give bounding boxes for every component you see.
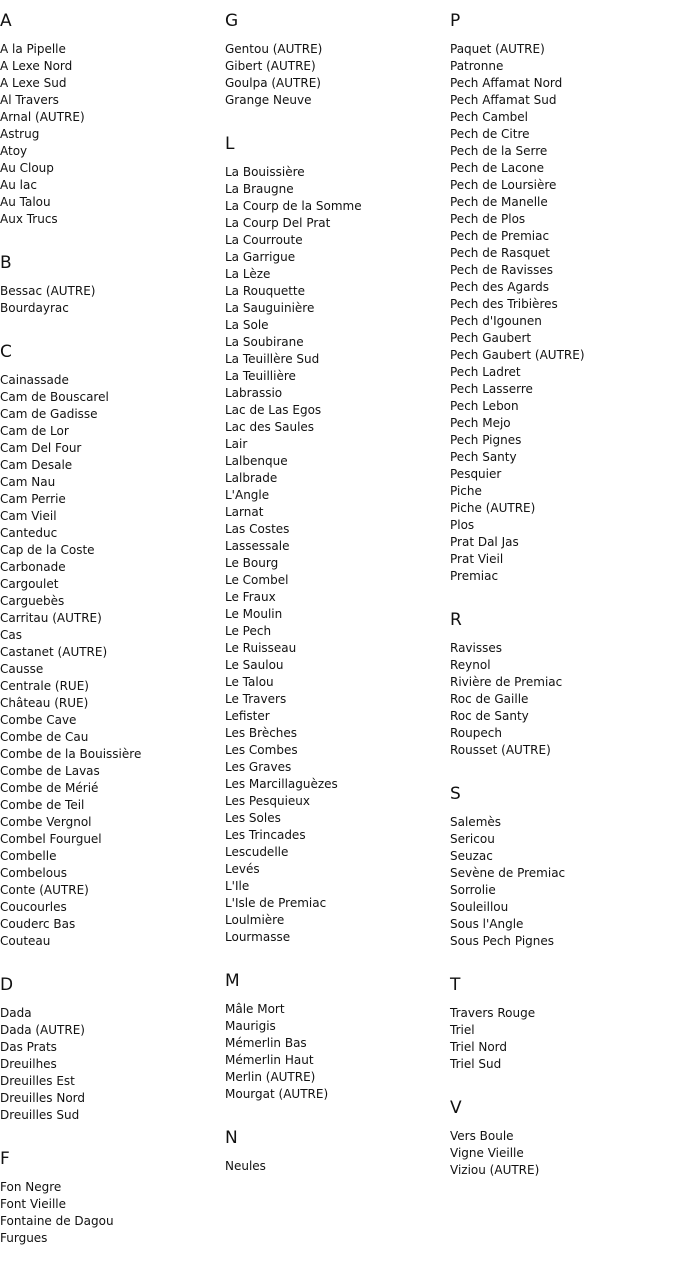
- place-name-item: Das Prats: [0, 1040, 57, 1054]
- place-name-item: Piche (AUTRE): [450, 501, 536, 515]
- place-name-item: Font Vieille: [0, 1197, 66, 1211]
- place-name-item: Pech de Manelle: [450, 195, 548, 209]
- place-name-item: Cam de Gadisse: [0, 407, 98, 421]
- place-name-item: Plos: [450, 518, 475, 532]
- place-name-item: Patronne: [450, 59, 504, 73]
- place-name-item: Le Saulou: [225, 658, 284, 672]
- place-name-item: Triel: [450, 1023, 475, 1037]
- place-name-item: Cainassade: [0, 373, 69, 387]
- place-name-item: Lassessale: [225, 539, 290, 553]
- place-name-item: Mourgat (AUTRE): [225, 1087, 329, 1101]
- section-letter-heading: C: [0, 342, 12, 362]
- place-name-item: Sevène de Premiac: [450, 866, 566, 880]
- place-name-item: Lair: [225, 437, 248, 451]
- section-letter-heading: P: [450, 11, 461, 31]
- place-name-item: Pech Gaubert: [450, 331, 532, 345]
- place-name-item: L'Angle: [225, 488, 270, 502]
- section-letter-heading: S: [450, 784, 461, 804]
- place-name-item: Labrassio: [225, 386, 283, 400]
- place-name-item: Larnat: [225, 505, 264, 519]
- place-name-item: Dreuilles Sud: [0, 1108, 80, 1122]
- place-name-item: Le Pech: [225, 624, 272, 638]
- place-name-item: Mâle Mort: [225, 1002, 285, 1016]
- letter-section: [0, 974, 220, 1124]
- place-name-item: Pech Lebon: [450, 399, 519, 413]
- place-name-item: Combe de la Bouissière: [0, 747, 142, 761]
- place-name-item: Pech de Citre: [450, 127, 530, 141]
- place-name-item: Ravisses: [450, 641, 503, 655]
- letter-section: [225, 133, 445, 946]
- section-letter-heading: M: [225, 971, 240, 991]
- place-name-item: Prat Dal Jas: [450, 535, 519, 549]
- place-name-item: La Courroute: [225, 233, 303, 247]
- place-name-item: Bourdayrac: [0, 301, 69, 315]
- place-name-item: Pech de Plos: [450, 212, 526, 226]
- place-name-item: Las Costes: [225, 522, 290, 536]
- place-name-item: La Teuillère Sud: [225, 352, 320, 366]
- place-name-item: Dreuilles Est: [0, 1074, 75, 1088]
- section-letter-heading: T: [450, 975, 461, 995]
- place-name-item: Château (RUE): [0, 696, 89, 710]
- place-name-item: Premiac: [450, 569, 499, 583]
- place-name-item: Cam Del Four: [0, 441, 82, 455]
- place-name-item: La Bouissière: [225, 165, 305, 179]
- place-name-item: Sous l'Angle: [450, 917, 524, 931]
- place-name-item: Cam Desale: [0, 458, 73, 472]
- place-name-list: [450, 640, 670, 759]
- letter-section: [0, 1148, 220, 1247]
- place-name-item: Sous Pech Pignes: [450, 934, 555, 948]
- place-name-item: Loulmière: [225, 913, 285, 927]
- place-name-item: Rousset (AUTRE): [450, 743, 551, 757]
- place-name-item: Levés: [225, 862, 260, 876]
- place-name-item: Reynol: [450, 658, 491, 672]
- place-name-item: Les Graves: [225, 760, 292, 774]
- place-name-item: Souleillou: [450, 900, 509, 914]
- place-name-item: Pesquier: [450, 467, 502, 481]
- place-name-item: Le Ruisseau: [225, 641, 297, 655]
- place-name-item: Grange Neuve: [225, 93, 312, 107]
- place-name-item: Pech Cambel: [450, 110, 528, 124]
- letter-section: [0, 10, 220, 228]
- place-name-item: A Lexe Sud: [0, 76, 67, 90]
- place-name-item: Sericou: [450, 832, 495, 846]
- letter-section: [225, 10, 445, 109]
- place-name-item: Pech des Tribières: [450, 297, 558, 311]
- place-name-item: Lalbrade: [225, 471, 278, 485]
- place-name-item: Pech Pignes: [450, 433, 522, 447]
- place-name-item: Goulpa (AUTRE): [225, 76, 321, 90]
- place-name-item: Bessac (AUTRE): [0, 284, 96, 298]
- place-name-item: Au lac: [0, 178, 37, 192]
- place-name-item: Combe de Teil: [0, 798, 85, 812]
- place-name-item: Pech de Lacone: [450, 161, 544, 175]
- place-name-item: Atoy: [0, 144, 28, 158]
- place-name-item: Gentou (AUTRE): [225, 42, 323, 56]
- place-name-item: Pech Affamat Sud: [450, 93, 557, 107]
- place-name-item: Pech de Loursière: [450, 178, 557, 192]
- place-name-item: Combe de Lavas: [0, 764, 100, 778]
- place-name-item: Sorrolie: [450, 883, 496, 897]
- place-name-item: Carritau (AUTRE): [0, 611, 102, 625]
- place-name-item: Le Travers: [225, 692, 287, 706]
- index-column-1: [0, 10, 220, 1271]
- place-name-item: Furgues: [0, 1231, 48, 1245]
- place-name-item: Combe de Mérié: [0, 781, 99, 795]
- index-column-2: [225, 10, 445, 1199]
- section-letter-heading: D: [0, 975, 14, 995]
- place-name-item: Causse: [0, 662, 44, 676]
- place-name-item: Travers Rouge: [450, 1006, 536, 1020]
- letter-section: [450, 10, 670, 585]
- place-name-item: La Courp Del Prat: [225, 216, 331, 230]
- place-name-item: Fontaine de Dagou: [0, 1214, 114, 1228]
- place-name-item: Salemès: [450, 815, 502, 829]
- letter-section: [450, 609, 670, 759]
- place-name-item: L'Ile: [225, 879, 250, 893]
- place-name-item: Combelle: [0, 849, 57, 863]
- place-name-item: Couderc Bas: [0, 917, 76, 931]
- letter-section: [225, 970, 445, 1103]
- section-letter-heading: N: [225, 1128, 238, 1148]
- place-name-item: Combe Vergnol: [0, 815, 92, 829]
- place-name-item: Dreuilles Nord: [0, 1091, 86, 1105]
- place-name-list: [225, 1158, 445, 1175]
- place-name-item: Rivière de Premiac: [450, 675, 563, 689]
- place-name-item: Dreuilhes: [0, 1057, 57, 1071]
- place-name-item: Cam de Bouscarel: [0, 390, 109, 404]
- letter-section: [225, 1127, 445, 1175]
- place-name-item: Pech Lasserre: [450, 382, 533, 396]
- place-name-item: Lefister: [225, 709, 270, 723]
- place-name-item: Al Travers: [0, 93, 59, 107]
- place-name-list: [450, 1128, 670, 1179]
- place-name-item: Pech Santy: [450, 450, 517, 464]
- place-name-list: [0, 41, 220, 228]
- place-name-item: Cap de la Coste: [0, 543, 95, 557]
- place-name-item: Lac de Las Egos: [225, 403, 322, 417]
- letter-section: [0, 341, 220, 950]
- section-letter-heading: V: [450, 1098, 462, 1118]
- place-name-item: Coucourles: [0, 900, 67, 914]
- place-name-item: Couteau: [0, 934, 51, 948]
- place-name-item: Combe de Cau: [0, 730, 89, 744]
- place-name-item: La Courp de la Somme: [225, 199, 362, 213]
- place-name-item: L'Isle de Premiac: [225, 896, 327, 910]
- place-name-item: Les Pesquieux: [225, 794, 311, 808]
- place-name-list: [450, 814, 670, 950]
- place-name-list: [0, 372, 220, 950]
- place-name-item: Triel Sud: [450, 1057, 502, 1071]
- place-name-item: Triel Nord: [450, 1040, 508, 1054]
- place-name-item: Combel Fourguel: [0, 832, 102, 846]
- place-name-item: Prat Vieil: [450, 552, 504, 566]
- place-name-list: [0, 1179, 220, 1247]
- place-name-item: Carguebès: [0, 594, 65, 608]
- place-name-item: Combe Cave: [0, 713, 77, 727]
- place-name-item: Roupech: [450, 726, 502, 740]
- place-name-item: Pech Ladret: [450, 365, 521, 379]
- place-name-list: [0, 1005, 220, 1124]
- place-name-item: Cas: [0, 628, 22, 642]
- section-letter-heading: F: [0, 1149, 10, 1169]
- place-name-item: Paquet (AUTRE): [450, 42, 545, 56]
- place-name-item: Le Combel: [225, 573, 289, 587]
- place-name-item: Pech de Rasquet: [450, 246, 551, 260]
- place-name-item: Pech des Agards: [450, 280, 550, 294]
- place-name-item: Cam de Lor: [0, 424, 69, 438]
- place-name-item: La Sauguinière: [225, 301, 315, 315]
- place-name-item: Les Soles: [225, 811, 281, 825]
- section-letter-heading: R: [450, 610, 462, 630]
- place-name-item: Lalbenque: [225, 454, 288, 468]
- place-name-item: Roc de Gaille: [450, 692, 529, 706]
- place-name-list: [225, 41, 445, 109]
- place-name-item: Dada: [0, 1006, 32, 1020]
- place-name-item: Conte (AUTRE): [0, 883, 89, 897]
- place-name-item: Vers Boule: [450, 1129, 514, 1143]
- place-name-item: Cam Vieil: [0, 509, 57, 523]
- place-name-list: [225, 164, 445, 946]
- place-name-item: Les Marcillaguèzes: [225, 777, 338, 791]
- place-name-list: [450, 1005, 670, 1073]
- place-name-item: La Teuillière: [225, 369, 296, 383]
- place-name-item: Pech Mejo: [450, 416, 511, 430]
- place-name-item: La Rouquette: [225, 284, 305, 298]
- place-name-item: Carbonade: [0, 560, 66, 574]
- place-name-item: La Lèze: [225, 267, 271, 281]
- section-letter-heading: A: [0, 11, 12, 31]
- place-name-item: Viziou (AUTRE): [450, 1163, 540, 1177]
- index-column-3: [450, 10, 670, 1203]
- place-name-list: [0, 283, 220, 317]
- place-name-item: Fon Negre: [0, 1180, 62, 1194]
- section-letter-heading: L: [225, 134, 235, 154]
- place-name-item: Au Cloup: [0, 161, 54, 175]
- place-name-item: Canteduc: [0, 526, 58, 540]
- place-name-item: Pech d'Igounen: [450, 314, 542, 328]
- place-name-item: La Garrigue: [225, 250, 296, 264]
- place-name-item: Mémerlin Haut: [225, 1053, 314, 1067]
- place-name-item: La Sole: [225, 318, 269, 332]
- place-name-item: Maurigis: [225, 1019, 276, 1033]
- letter-section: [450, 783, 670, 950]
- place-name-list: [450, 41, 670, 585]
- place-name-item: La Soubirane: [225, 335, 304, 349]
- place-name-item: Gibert (AUTRE): [225, 59, 316, 73]
- section-letter-heading: G: [225, 11, 239, 31]
- place-name-item: Piche: [450, 484, 482, 498]
- place-name-item: Arnal (AUTRE): [0, 110, 85, 124]
- place-name-item: A la Pipelle: [0, 42, 66, 56]
- place-name-item: Cam Nau: [0, 475, 56, 489]
- place-name-item: A Lexe Nord: [0, 59, 73, 73]
- place-name-item: Dada (AUTRE): [0, 1023, 85, 1037]
- letter-section: [450, 974, 670, 1073]
- place-name-item: Le Fraux: [225, 590, 276, 604]
- letter-section: [450, 1097, 670, 1179]
- place-name-item: Le Bourg: [225, 556, 279, 570]
- place-name-item: Vigne Vieille: [450, 1146, 524, 1160]
- place-name-item: Pech Gaubert (AUTRE): [450, 348, 585, 362]
- place-name-item: Combelous: [0, 866, 67, 880]
- place-name-item: La Braugne: [225, 182, 294, 196]
- place-name-item: Pech de Premiac: [450, 229, 550, 243]
- place-name-item: Les Trincades: [225, 828, 306, 842]
- place-name-item: Roc de Santy: [450, 709, 529, 723]
- letter-section: [0, 252, 220, 317]
- place-name-item: Seuzac: [450, 849, 493, 863]
- place-name-item: Cam Perrie: [0, 492, 66, 506]
- place-name-item: Lourmasse: [225, 930, 291, 944]
- place-name-item: Aux Trucs: [0, 212, 58, 226]
- place-name-list: [225, 1001, 445, 1103]
- place-name-item: Centrale (RUE): [0, 679, 89, 693]
- place-name-item: Les Combes: [225, 743, 298, 757]
- place-name-item: Pech de la Serre: [450, 144, 548, 158]
- place-name-item: Astrug: [0, 127, 40, 141]
- place-name-item: Lescudelle: [225, 845, 289, 859]
- place-name-item: Cargoulet: [0, 577, 59, 591]
- place-name-item: Pech de Ravisses: [450, 263, 554, 277]
- place-name-item: Castanet (AUTRE): [0, 645, 108, 659]
- place-name-item: Pech Affamat Nord: [450, 76, 563, 90]
- place-name-item: Au Talou: [0, 195, 51, 209]
- section-letter-heading: B: [0, 253, 12, 273]
- place-name-item: Neules: [225, 1159, 266, 1173]
- place-name-item: Le Talou: [225, 675, 274, 689]
- place-name-item: Merlin (AUTRE): [225, 1070, 316, 1084]
- place-name-item: Mémerlin Bas: [225, 1036, 307, 1050]
- place-name-item: Le Moulin: [225, 607, 283, 621]
- place-name-item: Lac des Saules: [225, 420, 315, 434]
- place-name-item: Les Brèches: [225, 726, 298, 740]
